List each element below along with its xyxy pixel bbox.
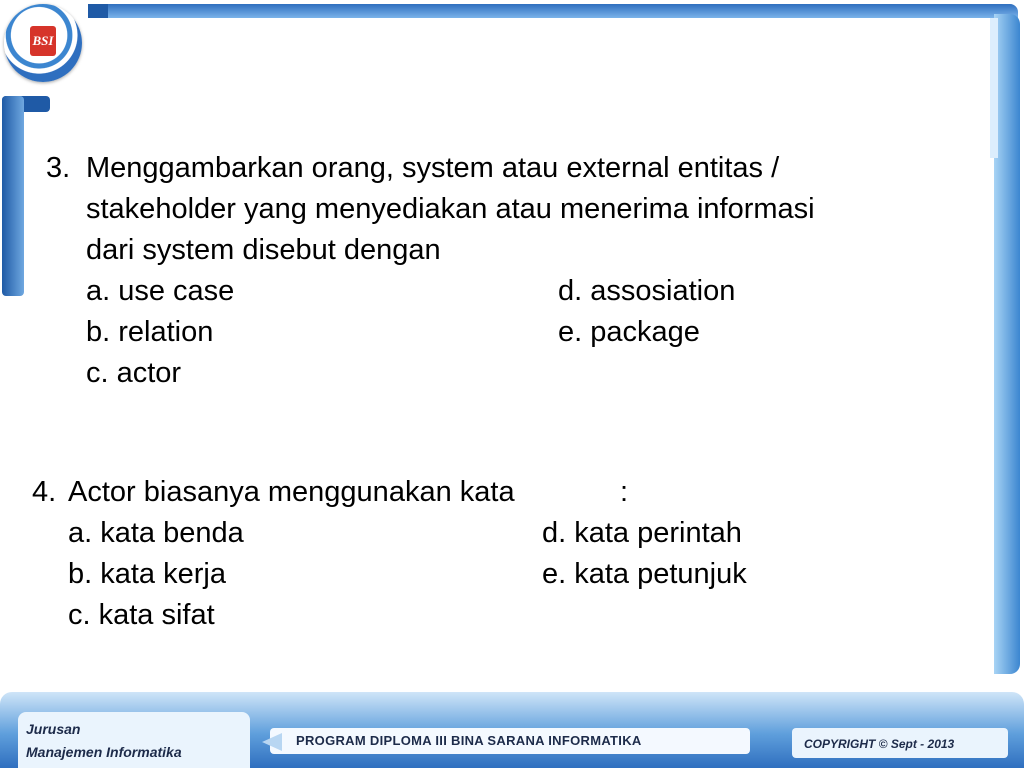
question3-line-2: stakeholder yang menyediakan atau menerima informasi <box>86 193 815 225</box>
question3-line-3: dari system disebut dengan <box>86 234 441 266</box>
question4-option-c: c. kata sifat <box>68 599 215 631</box>
question4-option-d: d. kata perintah <box>542 517 742 549</box>
question3-number: 3. <box>46 152 71 184</box>
question4-option-a: a. kata benda <box>68 517 244 549</box>
question3-option-e: e. package <box>558 316 700 348</box>
arrow-left-icon <box>262 733 282 751</box>
footer-department-line-1: Jurusan <box>26 721 81 737</box>
footer-copyright: COPYRIGHT © Sept - 2013 <box>804 737 955 751</box>
footer-program: PROGRAM DIPLOMA III BINA SARANA INFORMATIKA <box>296 733 642 748</box>
logo-mark: BSI <box>30 26 56 56</box>
question4-option-e: e. kata petunjuk <box>542 558 747 590</box>
footer-department-line-2: Manajemen Informatika <box>26 744 182 760</box>
question3-option-a: a. use case <box>86 275 235 307</box>
question3-option-c: c. actor <box>86 357 182 389</box>
question4-option-b: b. kata kerja <box>68 558 226 590</box>
question3-option-b: b. relation <box>86 316 214 348</box>
question4-colon: : <box>620 476 629 508</box>
question4-number: 4. <box>32 476 57 508</box>
question3-option-d: d. assosiation <box>558 275 736 307</box>
question4-text: Actor biasanya menggunakan kata <box>68 476 515 508</box>
question3-line-1: Menggambarkan orang, system atau external entitas / <box>86 152 780 184</box>
